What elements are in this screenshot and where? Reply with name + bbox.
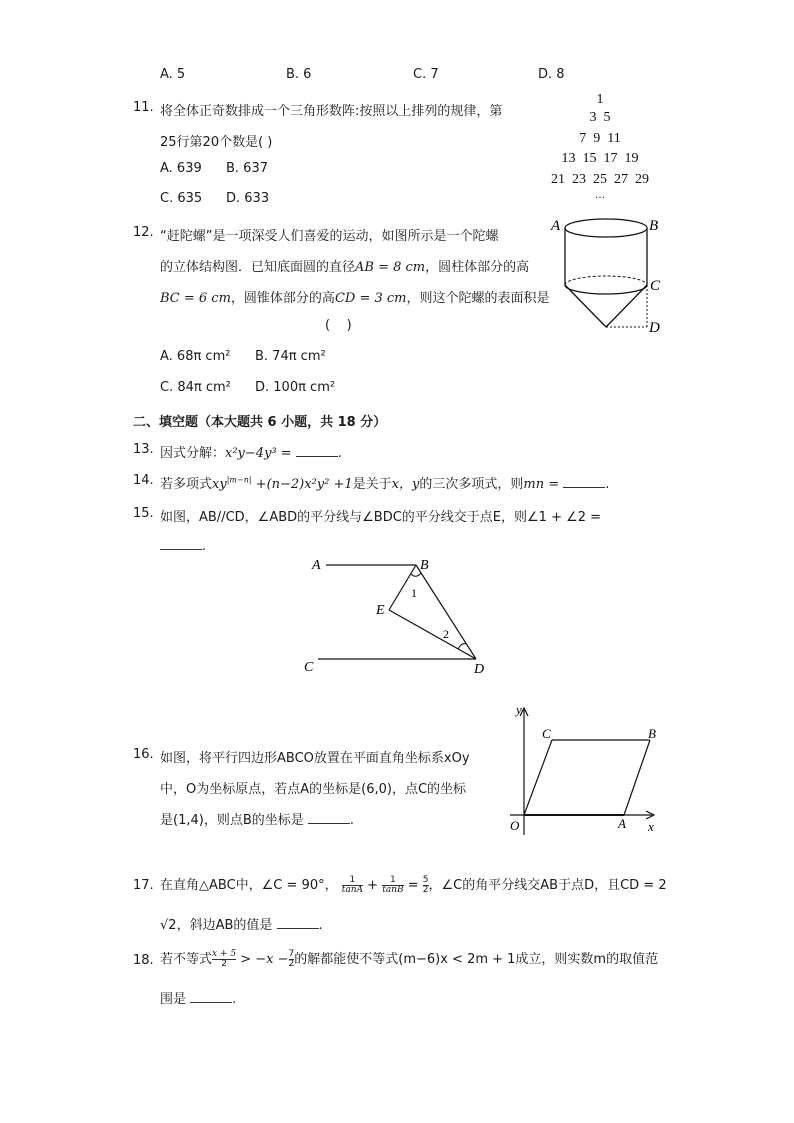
label-A: A <box>618 816 626 831</box>
q18-fraction-1 <box>212 950 236 969</box>
line-BD <box>416 565 476 659</box>
label-C: C <box>542 726 551 741</box>
q14-exponent: |m−n| <box>226 475 252 485</box>
q16-text-line3 <box>160 809 354 828</box>
label-B: B <box>420 558 429 573</box>
label-B: B <box>648 726 656 741</box>
q13-text <box>160 442 342 461</box>
top-ellipse <box>565 219 647 237</box>
q15-answer-blank[interactable] <box>160 537 202 550</box>
q14-number: 14. <box>133 473 154 488</box>
side-AB <box>624 740 650 815</box>
q17-f2-denominator: tanB <box>382 885 404 895</box>
q12-line3-math1: BC = 6 cm <box>160 291 231 306</box>
q11-text-line2: 25行第20个数是( ) <box>160 135 273 150</box>
q12-line2-math: AB = 8 cm <box>355 260 426 275</box>
q12-text-line1: “赶陀螺”是一项深受人们喜爱的运动，如图所示是一个陀螺 <box>160 229 499 244</box>
q16-coordinate-figure <box>500 700 670 840</box>
q13-period: . <box>337 446 342 461</box>
q18-mid1: > −x − <box>240 952 289 967</box>
q12-line2-part2: ，圆柱体部分的高 <box>425 260 530 275</box>
q17-fraction-2 <box>382 876 403 895</box>
q13-answer-blank[interactable] <box>296 444 338 457</box>
q11-text-line1: 将全体正奇数排成一个三角形数阵:按照以上排列的规律，第 <box>160 104 503 119</box>
q12-number: 12. <box>133 225 154 240</box>
q15-text: 如图，AB//CD，∠ABD的平分线与∠BDC的平分线交于点E，则∠1 + ∠2 = <box>160 510 602 525</box>
line-ED <box>389 610 476 659</box>
q17-f3-numerator: 5 <box>422 875 429 885</box>
q12-text-line3 <box>160 287 550 306</box>
q17-text-line1 <box>160 874 667 895</box>
q18-f2-numerator: 7 <box>288 949 295 959</box>
q17-fraction-1 <box>342 876 363 895</box>
q11-option-b: B. 637 <box>226 161 268 176</box>
label-A: A <box>312 558 321 573</box>
q17-f2-numerator: 1 <box>390 875 396 885</box>
q14-math4: mn = <box>523 477 560 492</box>
label-y: y <box>516 702 522 717</box>
q17-prefix: 在直角△ABC中，∠C = 90°， <box>160 878 338 893</box>
q17-number: 17. <box>133 878 154 893</box>
triangle-row-ellipsis: … <box>595 190 605 201</box>
q18-line2-text: 围是 <box>160 992 187 1007</box>
label-x: x <box>648 819 654 834</box>
q15-answer-line <box>160 537 206 554</box>
q10-option-b: B. 6 <box>286 67 312 82</box>
q17-line2-text: ，斜边AB的值是 <box>176 918 273 933</box>
label-D: D <box>474 662 485 677</box>
q11-option-a: A. 639 <box>160 161 202 176</box>
q16-line3-text: 是(1,4)，则点B的坐标是 <box>160 813 304 828</box>
triangle-row-4: 13 15 17 19 <box>561 151 639 166</box>
q14-answer-blank[interactable] <box>563 475 605 488</box>
odd-number-triangle <box>530 92 670 204</box>
label-B: B <box>649 218 659 234</box>
q11-option-d: D. 633 <box>226 191 270 206</box>
q16-period: . <box>349 813 355 828</box>
angle-2-arc <box>458 644 466 649</box>
label-D: D <box>649 320 660 336</box>
q12-option-d: D. 100π cm² <box>255 380 336 395</box>
bottom-ellipse-front <box>565 285 647 294</box>
q14-math3: x，y <box>391 477 420 492</box>
q15-number: 15. <box>133 506 154 521</box>
triangle-row-2: 3 5 <box>589 110 611 125</box>
q17-f1-numerator: 1 <box>349 875 356 885</box>
q17-plus: + <box>367 878 379 893</box>
q14-text <box>160 473 609 492</box>
label-A: A <box>551 218 561 234</box>
q14-post: 的三次多项式，则 <box>419 477 524 492</box>
q10-option-a: A. 5 <box>160 67 186 82</box>
q17-f1-denominator: tanA <box>341 885 364 895</box>
q13-math: x²y−4y³ = <box>225 446 292 461</box>
cone-right-edge <box>606 285 647 327</box>
q12-line3-part1: ，圆锥体部分的高 <box>230 291 335 306</box>
q17-sqrt2: √2 <box>160 918 177 933</box>
angle-1-arc <box>411 573 421 576</box>
q12-option-c: C. 84π cm² <box>160 380 231 395</box>
label-C: C <box>304 660 314 675</box>
spinning-top-figure <box>548 210 668 336</box>
q14-math1: xy <box>212 477 227 492</box>
q15-figure <box>296 552 496 680</box>
q13-number: 13. <box>133 442 154 457</box>
q12-option-a: A. 68π cm² <box>160 349 231 364</box>
q16-text-line2: 中，O为坐标原点，若点A的坐标是(6,0)，点C的坐标 <box>160 782 467 797</box>
q17-answer-blank[interactable] <box>277 916 319 929</box>
q17-f3-denominator: 2 <box>422 885 429 895</box>
q18-f1-denominator: 2 <box>212 959 236 969</box>
q12-text-line2 <box>160 256 529 275</box>
cone-left-edge <box>565 285 606 327</box>
q12-line3-part2: ，则这个陀螺的表面积是 <box>406 291 550 306</box>
q12-line3-math2: CD = 3 cm <box>334 291 407 306</box>
label-O: O <box>510 818 520 833</box>
q13-prefix: 因式分解： <box>160 446 226 461</box>
q11-number: 11. <box>133 100 154 115</box>
q18-text-line1 <box>160 948 658 969</box>
side-OC <box>524 740 552 815</box>
bottom-ellipse-back <box>565 276 647 285</box>
q17-period: . <box>318 918 323 933</box>
q17-text-line2 <box>160 914 323 933</box>
q18-number: 18. <box>133 953 154 968</box>
triangle-row-1: 1 <box>596 92 604 107</box>
q18-period: . <box>232 992 237 1007</box>
q16-number: 16. <box>133 747 154 762</box>
q15-period: . <box>202 539 207 554</box>
label-angle-1: 1 <box>411 586 417 600</box>
q18-answer-blank[interactable] <box>190 990 232 1003</box>
q14-mid: 是关于 <box>352 477 392 492</box>
q10-option-c: C. 7 <box>413 67 439 82</box>
q11-option-c: C. 635 <box>160 191 203 206</box>
q12-option-b: B. 74π cm² <box>255 349 326 364</box>
q14-period: . <box>605 477 610 492</box>
q18-f2-denominator: 2 <box>288 959 295 969</box>
label-angle-2: 2 <box>443 627 449 641</box>
triangle-row-5: 21 23 25 27 29 <box>551 172 649 187</box>
label-E: E <box>376 603 385 618</box>
section-heading: 二、填空题（本大题共 6 小题，共 18 分） <box>133 415 387 430</box>
q17-post: ，∠C的角平分线交AB于点D，且CD = 2 <box>428 878 667 893</box>
q18-mid2: 的解都能使不等式(m−6)x < 2m + 1成立，则实数m的取值范 <box>294 952 659 967</box>
q16-answer-blank[interactable] <box>308 811 350 824</box>
q10-option-d: D. 8 <box>538 67 565 82</box>
q17-equals: = <box>407 878 419 893</box>
q18-text-line2 <box>160 988 236 1007</box>
q16-text-line1: 如图，将平行四边形ABCO放置在平面直角坐标系xOy <box>160 751 470 766</box>
q18-f1-numerator: x + 5 <box>212 949 237 959</box>
q18-prefix: 若不等式 <box>160 952 213 967</box>
triangle-row-3: 7 9 11 <box>579 131 621 146</box>
q14-math2: +(n−2)x²y² +1 <box>251 477 353 492</box>
q14-prefix: 若多项式 <box>160 477 213 492</box>
label-C: C <box>650 278 661 294</box>
q12-line2-part1: 的立体结构图．已知底面圆的直径 <box>160 260 356 275</box>
q12-answer-paren: ( ) <box>325 318 352 333</box>
